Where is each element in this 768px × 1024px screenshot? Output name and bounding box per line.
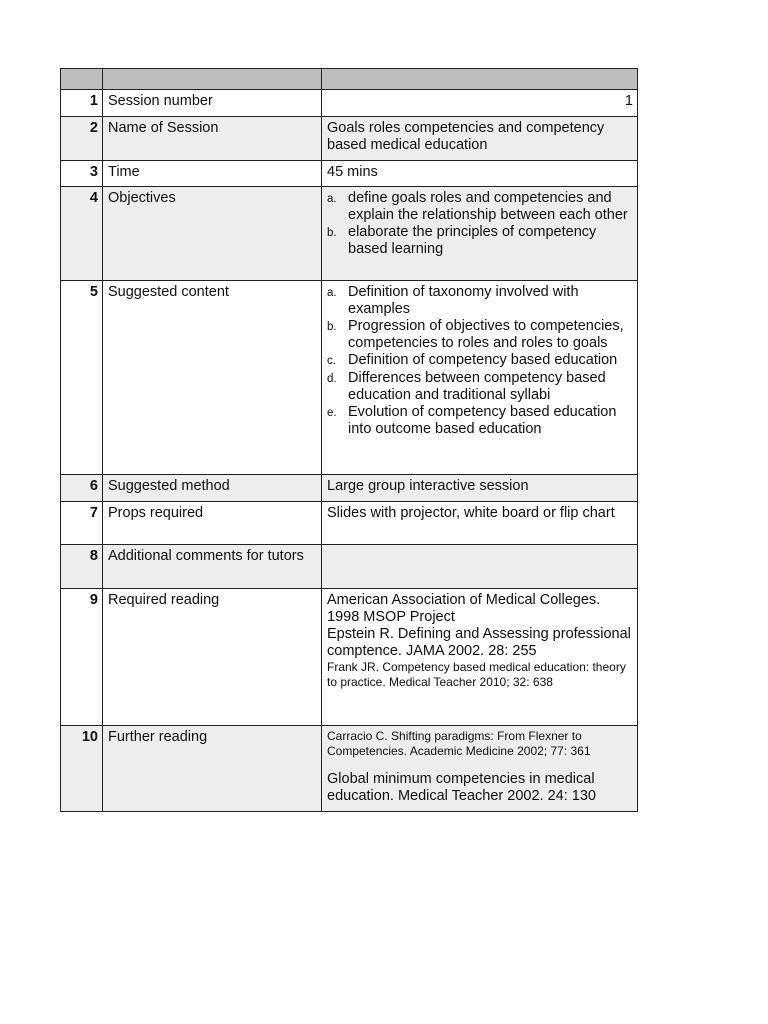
row-value bbox=[322, 589, 638, 726]
table-row bbox=[61, 90, 638, 117]
table-row bbox=[61, 545, 638, 589]
reference: Global minimum competencies in medical education. Medical Teacher 2002. 24: 130 bbox=[327, 771, 596, 804]
suggested-content-list bbox=[327, 284, 633, 438]
header-cell-number bbox=[61, 69, 103, 90]
row-number: 1 bbox=[61, 90, 103, 117]
list-item-text: Progression of objectives to competencies, competencies to roles and roles to goals bbox=[348, 318, 624, 351]
row-number: 7 bbox=[61, 502, 103, 545]
table-row bbox=[61, 117, 638, 161]
list-item-text: elaborate the principles of competency based learning bbox=[348, 224, 597, 257]
table-row bbox=[61, 281, 638, 475]
row-value: Large group interactive session bbox=[322, 475, 638, 502]
list-marker: c. bbox=[327, 355, 336, 367]
list-marker: b. bbox=[327, 321, 337, 333]
reference: American Association of Medical Colleges. 1998 MSOP Project bbox=[327, 592, 601, 625]
list-marker: e. bbox=[327, 407, 337, 419]
list-item-text: Evolution of competency based education into outcome based education bbox=[348, 404, 617, 437]
row-label: Additional comments for tutors bbox=[103, 545, 322, 589]
row-value bbox=[322, 545, 638, 589]
row-value bbox=[322, 187, 638, 281]
header-cell-label bbox=[103, 69, 322, 90]
row-number: 2 bbox=[61, 117, 103, 161]
list-item bbox=[327, 190, 633, 224]
list-item bbox=[327, 224, 633, 258]
table-row bbox=[61, 161, 638, 187]
list-marker: d. bbox=[327, 373, 337, 385]
row-label: Name of Session bbox=[103, 117, 322, 161]
row-number: 5 bbox=[61, 281, 103, 475]
table-row bbox=[61, 502, 638, 545]
reference: Frank JR. Competency based medical education: theory to practice. Medical Teacher 2010; 32: 638 bbox=[327, 660, 626, 689]
row-number: 10 bbox=[61, 726, 103, 812]
row-label: Props required bbox=[103, 502, 322, 545]
row-number: 3 bbox=[61, 161, 103, 187]
row-number: 4 bbox=[61, 187, 103, 281]
row-label: Objectives bbox=[103, 187, 322, 281]
table-row bbox=[61, 726, 638, 812]
table-row bbox=[61, 475, 638, 502]
list-item bbox=[327, 404, 633, 438]
table-row bbox=[61, 187, 638, 281]
row-number: 8 bbox=[61, 545, 103, 589]
row-number: 6 bbox=[61, 475, 103, 502]
row-label: Suggested method bbox=[103, 475, 322, 502]
objectives-list bbox=[327, 190, 633, 258]
table-row bbox=[61, 589, 638, 726]
reference: Epstein R. Defining and Assessing professional comptence. JAMA 2002. 28: 255 bbox=[327, 626, 631, 659]
table-header-row bbox=[61, 69, 638, 90]
row-value: 1 bbox=[322, 90, 638, 117]
row-label: Session number bbox=[103, 90, 322, 117]
list-marker: a. bbox=[327, 193, 337, 205]
row-value: 45 mins bbox=[322, 161, 638, 187]
list-marker: b. bbox=[327, 227, 337, 239]
row-value bbox=[322, 281, 638, 475]
row-label: Required reading bbox=[103, 589, 322, 726]
row-value: Slides with projector, white board or flip chart bbox=[322, 502, 638, 545]
row-number: 9 bbox=[61, 589, 103, 726]
list-item-text: Definition of competency based education bbox=[348, 352, 618, 368]
list-item bbox=[327, 284, 633, 318]
session-plan-table bbox=[60, 68, 638, 812]
list-marker: a. bbox=[327, 287, 337, 299]
row-value bbox=[322, 726, 638, 812]
row-value: Goals roles competencies and competency based medical education bbox=[322, 117, 638, 161]
list-item bbox=[327, 352, 633, 370]
row-label: Suggested content bbox=[103, 281, 322, 475]
reference: Carracio C. Shifting paradigms: From Flexner to Competencies. Academic Medicine 2002; 77: 361 bbox=[327, 729, 591, 758]
row-label: Further reading bbox=[103, 726, 322, 812]
list-item bbox=[327, 318, 633, 352]
header-cell-value bbox=[322, 69, 638, 90]
list-item-text: Differences between competency based education and traditional syllabi bbox=[348, 370, 606, 403]
list-item-text: define goals roles and competencies and explain the relationship between each other bbox=[348, 190, 628, 223]
row-label: Time bbox=[103, 161, 322, 187]
list-item bbox=[327, 370, 633, 404]
list-item-text: Definition of taxonomy involved with examples bbox=[348, 284, 579, 317]
